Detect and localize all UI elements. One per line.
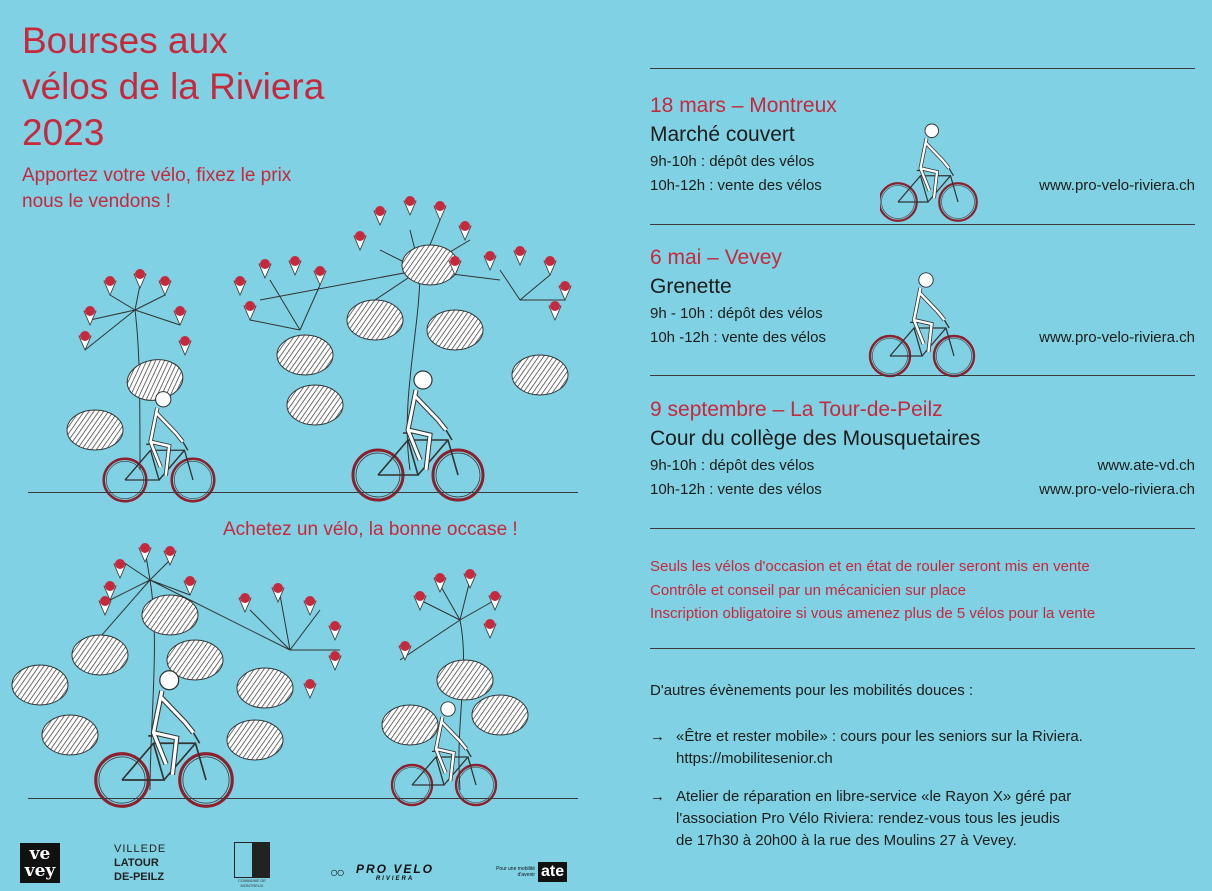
title-line-3: 2023	[22, 112, 105, 153]
tagline-line-2: nous le vendons !	[22, 191, 171, 212]
logo-text: vey	[24, 861, 56, 881]
bicycle-icon	[104, 392, 215, 502]
logo-vevey	[20, 843, 60, 883]
item-text: de 17h30 à 20h00 à la rue des Moulins 27 à Vevey.	[676, 832, 1017, 849]
event-time: 9h-10h : dépôt des vélos	[650, 153, 815, 170]
divider	[650, 224, 1195, 225]
divider	[650, 375, 1195, 376]
divider	[650, 648, 1195, 649]
coat-of-arms-icon	[234, 842, 270, 878]
logo-text: PRO VELO	[356, 862, 435, 876]
event-place: Cour du collège des Mousquetaires	[650, 427, 981, 450]
arrow-icon: →	[650, 728, 665, 745]
item-link[interactable]: https://mobilitesenior.ch	[676, 750, 833, 767]
note: Inscription obligatoire si vous amenez plus de 5 vélos pour la vente	[650, 605, 1096, 622]
logo-text: ve	[29, 844, 51, 864]
tagline-buy: Achetez un vélo, la bonne occase !	[223, 519, 518, 540]
event-time: 9h - 10h : dépôt des vélos	[650, 305, 823, 322]
event-link[interactable]: www.ate-vd.ch	[1097, 457, 1195, 474]
title-line-2: vélos de la Riviera	[22, 66, 325, 107]
event-la-tour-de-peilz	[650, 396, 1195, 502]
tagline-line-1: Apportez votre vélo, fixez le prix	[22, 165, 292, 186]
item-text: «Être et rester mobile» : cours pour les seniors sur la Riviera.	[676, 728, 1083, 745]
event-link[interactable]: www.pro-velo-riviera.ch	[1039, 177, 1195, 194]
bicycle-icon	[96, 671, 233, 806]
logo-text: ate	[538, 862, 567, 882]
event-link[interactable]: www.pro-velo-riviera.ch	[1039, 329, 1195, 346]
bicycle-icon	[865, 249, 995, 379]
other-events-heading: D'autres évènements pour les mobilités douces :	[650, 682, 974, 699]
event-vevey	[650, 244, 1195, 350]
event-date: 18 mars – Montreux	[650, 94, 837, 117]
event-place: Marché couvert	[650, 123, 795, 146]
event-date: 9 septembre – La Tour-de-Peilz	[650, 398, 943, 421]
other-events	[650, 680, 1195, 852]
logo-text: VILLEDE	[114, 843, 167, 855]
bicycle-icon	[880, 112, 1000, 232]
divider	[650, 528, 1195, 529]
logo-text: COMMUNE DE MONTREUX	[238, 878, 266, 888]
ground-line	[28, 492, 578, 493]
arrow-icon: →	[650, 788, 665, 805]
ground-line	[28, 798, 578, 799]
illustration-bottom	[0, 540, 600, 800]
bicycle-icon	[353, 371, 483, 500]
event-time: 10h -12h : vente des vélos	[650, 329, 826, 346]
logo-montreux	[234, 842, 270, 888]
poster-title	[22, 18, 324, 156]
logo-text: DE-PEILZ	[114, 871, 165, 883]
event-date: 6 mai – Vevey	[650, 246, 782, 269]
logo-text: RIVIERA	[375, 876, 415, 882]
event-link[interactable]: www.pro-velo-riviera.ch	[1039, 481, 1195, 498]
event-time: 9h-10h : dépôt des vélos	[650, 457, 815, 474]
event-time: 10h-12h : vente des vélos	[650, 177, 822, 194]
event-time: 10h-12h : vente des vélos	[650, 481, 822, 498]
wheels-icon: ○○	[330, 864, 343, 880]
logo-pro-velo	[330, 862, 434, 882]
event-montreux	[650, 92, 1195, 198]
item-text: Atelier de réparation en libre-service «le Rayon X» géré par	[676, 788, 1072, 805]
event-place: Grenette	[650, 275, 732, 298]
title-line-1: Bourses aux	[22, 20, 228, 61]
item-text: l'association Pro Vélo Riviera: rendez-vous tous les jeudis	[676, 810, 1060, 827]
logo-text: LATOUR	[114, 857, 159, 869]
logo-text: Pour une mobilité d'avenir	[496, 866, 535, 878]
list-item	[650, 786, 1195, 852]
flower-icon	[79, 196, 571, 355]
divider	[650, 68, 1195, 69]
note: Seuls les vélos d'occasion et en état de rouler seront mis en vente	[650, 558, 1090, 575]
notes	[650, 555, 1095, 626]
list-item	[650, 726, 1195, 770]
logo-ate	[495, 862, 567, 882]
illustration-top	[0, 200, 600, 500]
logo-la-tour-de-peilz	[114, 842, 166, 884]
note: Contrôle et conseil par un mécanicien sur place	[650, 581, 967, 599]
